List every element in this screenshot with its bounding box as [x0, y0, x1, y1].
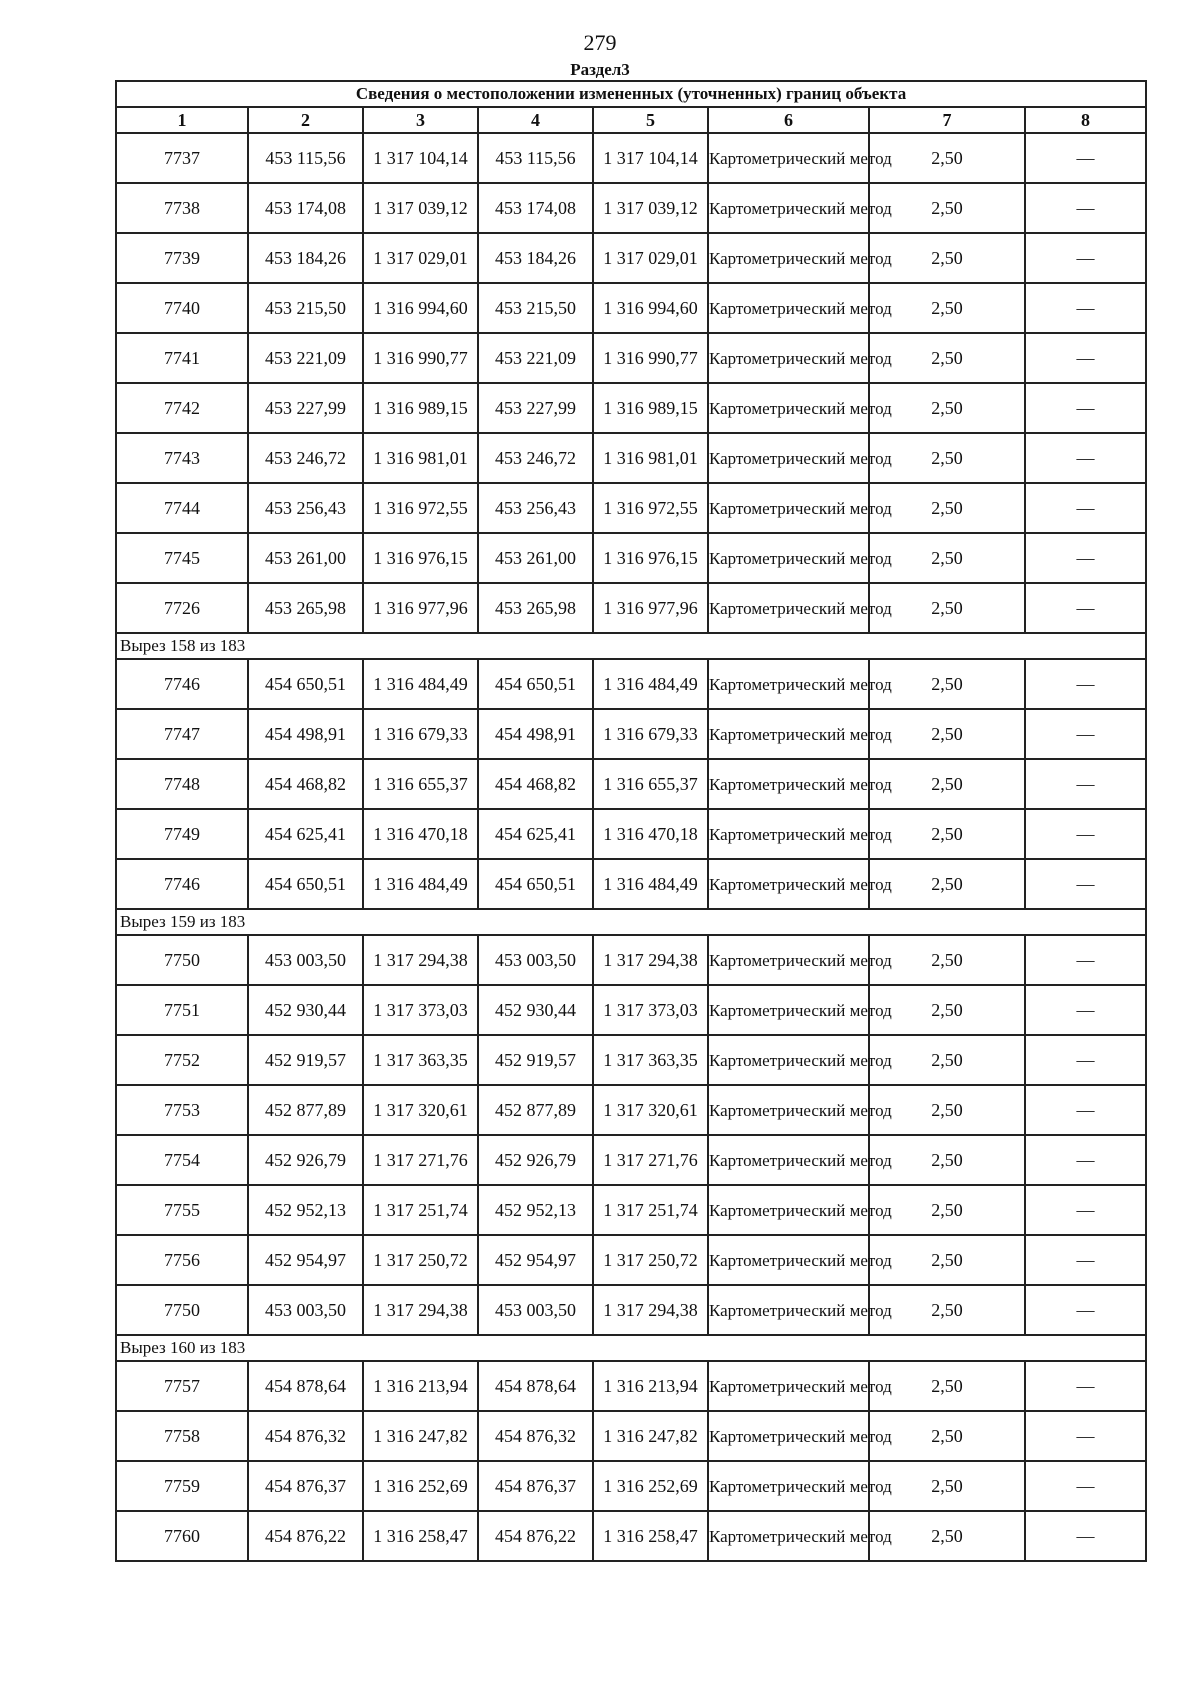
description-cell: —	[1025, 759, 1146, 809]
description-cell: —	[1025, 659, 1146, 709]
x-old-cell: 453 215,50	[248, 283, 363, 333]
x-old-cell: 454 878,64	[248, 1361, 363, 1411]
point-number-cell: 7760	[116, 1511, 248, 1561]
point-number-cell: 7753	[116, 1085, 248, 1135]
x-new-cell: 452 930,44	[478, 985, 593, 1035]
boundary-table	[115, 80, 1147, 1562]
y-old-cell: 1 316 247,82	[363, 1411, 478, 1461]
y-new-cell: 1 317 039,12	[593, 183, 708, 233]
x-old-cell: 454 498,91	[248, 709, 363, 759]
y-new-cell: 1 316 976,15	[593, 533, 708, 583]
y-new-cell: 1 317 251,74	[593, 1185, 708, 1235]
description-cell: —	[1025, 283, 1146, 333]
accuracy-cell: 2,50	[869, 133, 1025, 183]
point-number-cell: 7737	[116, 133, 248, 183]
method-cell: Картометрический метод	[708, 1035, 869, 1085]
method-cell: Картометрический метод	[708, 759, 869, 809]
accuracy-cell: 2,50	[869, 809, 1025, 859]
point-number-cell: 7758	[116, 1411, 248, 1461]
x-old-cell: 453 174,08	[248, 183, 363, 233]
method-cell: Картометрический метод	[708, 1085, 869, 1135]
point-number-cell: 7759	[116, 1461, 248, 1511]
table-row	[116, 759, 1146, 809]
x-old-cell: 454 625,41	[248, 809, 363, 859]
x-new-cell: 454 650,51	[478, 859, 593, 909]
method-cell: Картометрический метод	[708, 1185, 869, 1235]
column-header: 7	[869, 107, 1025, 133]
y-new-cell: 1 316 989,15	[593, 383, 708, 433]
description-cell: —	[1025, 533, 1146, 583]
method-cell: Картометрический метод	[708, 283, 869, 333]
table-row	[116, 1185, 1146, 1235]
accuracy-cell: 2,50	[869, 383, 1025, 433]
table-row	[116, 935, 1146, 985]
description-cell: —	[1025, 709, 1146, 759]
method-cell: Картометрический метод	[708, 1235, 869, 1285]
y-new-cell: 1 316 213,94	[593, 1361, 708, 1411]
x-new-cell: 453 246,72	[478, 433, 593, 483]
method-cell: Картометрический метод	[708, 183, 869, 233]
x-old-cell: 454 650,51	[248, 859, 363, 909]
point-number-cell: 7745	[116, 533, 248, 583]
x-old-cell: 452 919,57	[248, 1035, 363, 1085]
x-old-cell: 453 221,09	[248, 333, 363, 383]
accuracy-cell: 2,50	[869, 759, 1025, 809]
accuracy-cell: 2,50	[869, 1361, 1025, 1411]
x-new-cell: 453 221,09	[478, 333, 593, 383]
x-old-cell: 453 003,50	[248, 935, 363, 985]
x-new-cell: 454 650,51	[478, 659, 593, 709]
x-new-cell: 453 184,26	[478, 233, 593, 283]
y-old-cell: 1 317 029,01	[363, 233, 478, 283]
point-number-cell: 7726	[116, 583, 248, 633]
point-number-cell: 7740	[116, 283, 248, 333]
column-header: 5	[593, 107, 708, 133]
accuracy-cell: 2,50	[869, 1285, 1025, 1335]
table-row	[116, 859, 1146, 909]
y-new-cell: 1 316 470,18	[593, 809, 708, 859]
accuracy-cell: 2,50	[869, 1035, 1025, 1085]
point-number-cell: 7750	[116, 935, 248, 985]
column-header: 2	[248, 107, 363, 133]
y-new-cell: 1 316 484,49	[593, 859, 708, 909]
table-row	[116, 1235, 1146, 1285]
y-old-cell: 1 316 994,60	[363, 283, 478, 333]
method-cell: Картометрический метод	[708, 233, 869, 283]
method-cell: Картометрический метод	[708, 709, 869, 759]
y-new-cell: 1 316 679,33	[593, 709, 708, 759]
y-new-cell: 1 316 247,82	[593, 1411, 708, 1461]
method-cell: Картометрический метод	[708, 1461, 869, 1511]
y-old-cell: 1 316 981,01	[363, 433, 478, 483]
accuracy-cell: 2,50	[869, 1235, 1025, 1285]
accuracy-cell: 2,50	[869, 1135, 1025, 1185]
section-label: Вырез 159 из 183	[116, 909, 1146, 935]
section-label: Вырез 160 из 183	[116, 1335, 1146, 1361]
x-old-cell: 453 184,26	[248, 233, 363, 283]
y-old-cell: 1 316 972,55	[363, 483, 478, 533]
method-cell: Картометрический метод	[708, 809, 869, 859]
table-row	[116, 183, 1146, 233]
point-number-cell: 7747	[116, 709, 248, 759]
table-row	[116, 985, 1146, 1035]
x-old-cell: 453 003,50	[248, 1285, 363, 1335]
table-row	[116, 1361, 1146, 1411]
x-new-cell: 454 498,91	[478, 709, 593, 759]
point-number-cell: 7748	[116, 759, 248, 809]
y-new-cell: 1 316 972,55	[593, 483, 708, 533]
y-old-cell: 1 317 250,72	[363, 1235, 478, 1285]
section-row	[116, 909, 1146, 935]
point-number-cell: 7741	[116, 333, 248, 383]
y-new-cell: 1 317 029,01	[593, 233, 708, 283]
x-old-cell: 452 952,13	[248, 1185, 363, 1235]
x-new-cell: 454 878,64	[478, 1361, 593, 1411]
x-new-cell: 453 256,43	[478, 483, 593, 533]
x-old-cell: 453 227,99	[248, 383, 363, 433]
column-header-row	[116, 107, 1146, 133]
point-number-cell: 7757	[116, 1361, 248, 1411]
y-new-cell: 1 316 977,96	[593, 583, 708, 633]
y-new-cell: 1 316 484,49	[593, 659, 708, 709]
x-new-cell: 453 265,98	[478, 583, 593, 633]
description-cell: —	[1025, 935, 1146, 985]
method-cell: Картометрический метод	[708, 1361, 869, 1411]
x-old-cell: 452 954,97	[248, 1235, 363, 1285]
point-number-cell: 7756	[116, 1235, 248, 1285]
x-new-cell: 454 876,37	[478, 1461, 593, 1511]
table-row	[116, 1135, 1146, 1185]
method-cell: Картометрический метод	[708, 133, 869, 183]
section-title: Раздел3	[570, 60, 630, 79]
y-old-cell: 1 317 294,38	[363, 1285, 478, 1335]
point-number-cell: 7746	[116, 859, 248, 909]
column-header: 4	[478, 107, 593, 133]
y-new-cell: 1 316 990,77	[593, 333, 708, 383]
y-new-cell: 1 316 994,60	[593, 283, 708, 333]
y-old-cell: 1 316 213,94	[363, 1361, 478, 1411]
x-old-cell: 454 876,22	[248, 1511, 363, 1561]
column-header: 1	[116, 107, 248, 133]
description-cell: —	[1025, 133, 1146, 183]
table-caption: Сведения о местоположении измененных (уточненных) границ объекта	[116, 81, 1146, 107]
x-old-cell: 453 256,43	[248, 483, 363, 533]
point-number-cell: 7751	[116, 985, 248, 1035]
table-row	[116, 1285, 1146, 1335]
description-cell: —	[1025, 433, 1146, 483]
accuracy-cell: 2,50	[869, 433, 1025, 483]
point-number-cell: 7739	[116, 233, 248, 283]
description-cell: —	[1025, 383, 1146, 433]
accuracy-cell: 2,50	[869, 1461, 1025, 1511]
x-new-cell: 453 115,56	[478, 133, 593, 183]
description-cell: —	[1025, 985, 1146, 1035]
x-new-cell: 453 003,50	[478, 1285, 593, 1335]
x-old-cell: 453 265,98	[248, 583, 363, 633]
x-new-cell: 453 215,50	[478, 283, 593, 333]
y-old-cell: 1 316 977,96	[363, 583, 478, 633]
accuracy-cell: 2,50	[869, 283, 1025, 333]
y-new-cell: 1 316 258,47	[593, 1511, 708, 1561]
y-new-cell: 1 317 271,76	[593, 1135, 708, 1185]
y-new-cell: 1 317 104,14	[593, 133, 708, 183]
method-cell: Картометрический метод	[708, 483, 869, 533]
point-number-cell: 7744	[116, 483, 248, 533]
method-cell: Картометрический метод	[708, 985, 869, 1035]
y-old-cell: 1 317 251,74	[363, 1185, 478, 1235]
x-old-cell: 453 246,72	[248, 433, 363, 483]
accuracy-cell: 2,50	[869, 1511, 1025, 1561]
accuracy-cell: 2,50	[869, 333, 1025, 383]
table-row	[116, 1511, 1146, 1561]
method-cell: Картометрический метод	[708, 333, 869, 383]
method-cell: Картометрический метод	[708, 1511, 869, 1561]
y-old-cell: 1 317 294,38	[363, 935, 478, 985]
x-old-cell: 452 926,79	[248, 1135, 363, 1185]
description-cell: —	[1025, 183, 1146, 233]
table-row	[116, 1461, 1146, 1511]
x-new-cell: 452 919,57	[478, 1035, 593, 1085]
table-row	[116, 433, 1146, 483]
column-header: 8	[1025, 107, 1146, 133]
accuracy-cell: 2,50	[869, 985, 1025, 1035]
table-caption-row	[116, 81, 1146, 107]
x-new-cell: 452 926,79	[478, 1135, 593, 1185]
x-old-cell: 452 877,89	[248, 1085, 363, 1135]
y-old-cell: 1 316 976,15	[363, 533, 478, 583]
y-old-cell: 1 316 470,18	[363, 809, 478, 859]
column-header: 6	[708, 107, 869, 133]
x-new-cell: 453 261,00	[478, 533, 593, 583]
table-row	[116, 709, 1146, 759]
table-row	[116, 333, 1146, 383]
table-row	[116, 133, 1146, 183]
y-old-cell: 1 317 363,35	[363, 1035, 478, 1085]
table-row	[116, 283, 1146, 333]
accuracy-cell: 2,50	[869, 709, 1025, 759]
description-cell: —	[1025, 1361, 1146, 1411]
point-number-cell: 7752	[116, 1035, 248, 1085]
x-old-cell: 454 876,37	[248, 1461, 363, 1511]
y-new-cell: 1 317 294,38	[593, 1285, 708, 1335]
description-cell: —	[1025, 1135, 1146, 1185]
section-row	[116, 633, 1146, 659]
x-old-cell: 453 261,00	[248, 533, 363, 583]
table-row	[116, 809, 1146, 859]
method-cell: Картометрический метод	[708, 1135, 869, 1185]
column-header: 3	[363, 107, 478, 133]
method-cell: Картометрический метод	[708, 859, 869, 909]
table-row	[116, 1085, 1146, 1135]
x-old-cell: 454 650,51	[248, 659, 363, 709]
y-new-cell: 1 316 655,37	[593, 759, 708, 809]
point-number-cell: 7749	[116, 809, 248, 859]
section-label: Вырез 158 из 183	[116, 633, 1146, 659]
section-row	[116, 1335, 1146, 1361]
accuracy-cell: 2,50	[869, 1185, 1025, 1235]
table-row	[116, 583, 1146, 633]
table-row	[116, 483, 1146, 533]
accuracy-cell: 2,50	[869, 483, 1025, 533]
x-new-cell: 454 468,82	[478, 759, 593, 809]
y-old-cell: 1 316 484,49	[363, 659, 478, 709]
description-cell: —	[1025, 809, 1146, 859]
y-old-cell: 1 317 039,12	[363, 183, 478, 233]
method-cell: Картометрический метод	[708, 533, 869, 583]
accuracy-cell: 2,50	[869, 533, 1025, 583]
accuracy-cell: 2,50	[869, 233, 1025, 283]
y-old-cell: 1 316 679,33	[363, 709, 478, 759]
y-new-cell: 1 317 294,38	[593, 935, 708, 985]
point-number-cell: 7746	[116, 659, 248, 709]
method-cell: Картометрический метод	[708, 383, 869, 433]
point-number-cell: 7755	[116, 1185, 248, 1235]
method-cell: Картометрический метод	[708, 433, 869, 483]
y-old-cell: 1 316 990,77	[363, 333, 478, 383]
x-old-cell: 454 876,32	[248, 1411, 363, 1461]
x-new-cell: 452 952,13	[478, 1185, 593, 1235]
description-cell: —	[1025, 1085, 1146, 1135]
accuracy-cell: 2,50	[869, 583, 1025, 633]
accuracy-cell: 2,50	[869, 859, 1025, 909]
method-cell: Картометрический метод	[708, 1285, 869, 1335]
page-number: 279	[583, 30, 617, 55]
description-cell: —	[1025, 233, 1146, 283]
description-cell: —	[1025, 1285, 1146, 1335]
method-cell: Картометрический метод	[708, 659, 869, 709]
description-cell: —	[1025, 1461, 1146, 1511]
table-row	[116, 1411, 1146, 1461]
description-cell: —	[1025, 859, 1146, 909]
x-new-cell: 454 876,22	[478, 1511, 593, 1561]
y-new-cell: 1 317 363,35	[593, 1035, 708, 1085]
description-cell: —	[1025, 1411, 1146, 1461]
method-cell: Картометрический метод	[708, 1411, 869, 1461]
x-new-cell: 454 625,41	[478, 809, 593, 859]
description-cell: —	[1025, 583, 1146, 633]
x-old-cell: 452 930,44	[248, 985, 363, 1035]
table-row	[116, 233, 1146, 283]
accuracy-cell: 2,50	[869, 659, 1025, 709]
y-old-cell: 1 317 320,61	[363, 1085, 478, 1135]
x-new-cell: 452 954,97	[478, 1235, 593, 1285]
y-old-cell: 1 316 655,37	[363, 759, 478, 809]
x-old-cell: 454 468,82	[248, 759, 363, 809]
y-old-cell: 1 316 989,15	[363, 383, 478, 433]
accuracy-cell: 2,50	[869, 1411, 1025, 1461]
point-number-cell: 7742	[116, 383, 248, 433]
table-row	[116, 383, 1146, 433]
x-new-cell: 452 877,89	[478, 1085, 593, 1135]
y-old-cell: 1 316 252,69	[363, 1461, 478, 1511]
x-new-cell: 453 227,99	[478, 383, 593, 433]
method-cell: Картометрический метод	[708, 935, 869, 985]
x-new-cell: 454 876,32	[478, 1411, 593, 1461]
y-old-cell: 1 316 484,49	[363, 859, 478, 909]
y-new-cell: 1 316 981,01	[593, 433, 708, 483]
description-cell: —	[1025, 1185, 1146, 1235]
y-new-cell: 1 317 250,72	[593, 1235, 708, 1285]
y-old-cell: 1 316 258,47	[363, 1511, 478, 1561]
x-old-cell: 453 115,56	[248, 133, 363, 183]
point-number-cell: 7750	[116, 1285, 248, 1335]
x-new-cell: 453 174,08	[478, 183, 593, 233]
table-row	[116, 1035, 1146, 1085]
description-cell: —	[1025, 1035, 1146, 1085]
point-number-cell: 7743	[116, 433, 248, 483]
accuracy-cell: 2,50	[869, 183, 1025, 233]
table-row	[116, 659, 1146, 709]
y-old-cell: 1 317 373,03	[363, 985, 478, 1035]
y-new-cell: 1 317 373,03	[593, 985, 708, 1035]
table-body	[116, 133, 1146, 1561]
description-cell: —	[1025, 1511, 1146, 1561]
description-cell: —	[1025, 1235, 1146, 1285]
x-new-cell: 453 003,50	[478, 935, 593, 985]
accuracy-cell: 2,50	[869, 1085, 1025, 1135]
y-new-cell: 1 317 320,61	[593, 1085, 708, 1135]
table-row	[116, 533, 1146, 583]
y-new-cell: 1 316 252,69	[593, 1461, 708, 1511]
accuracy-cell: 2,50	[869, 935, 1025, 985]
method-cell: Картометрический метод	[708, 583, 869, 633]
point-number-cell: 7754	[116, 1135, 248, 1185]
description-cell: —	[1025, 333, 1146, 383]
y-old-cell: 1 317 271,76	[363, 1135, 478, 1185]
y-old-cell: 1 317 104,14	[363, 133, 478, 183]
point-number-cell: 7738	[116, 183, 248, 233]
description-cell: —	[1025, 483, 1146, 533]
